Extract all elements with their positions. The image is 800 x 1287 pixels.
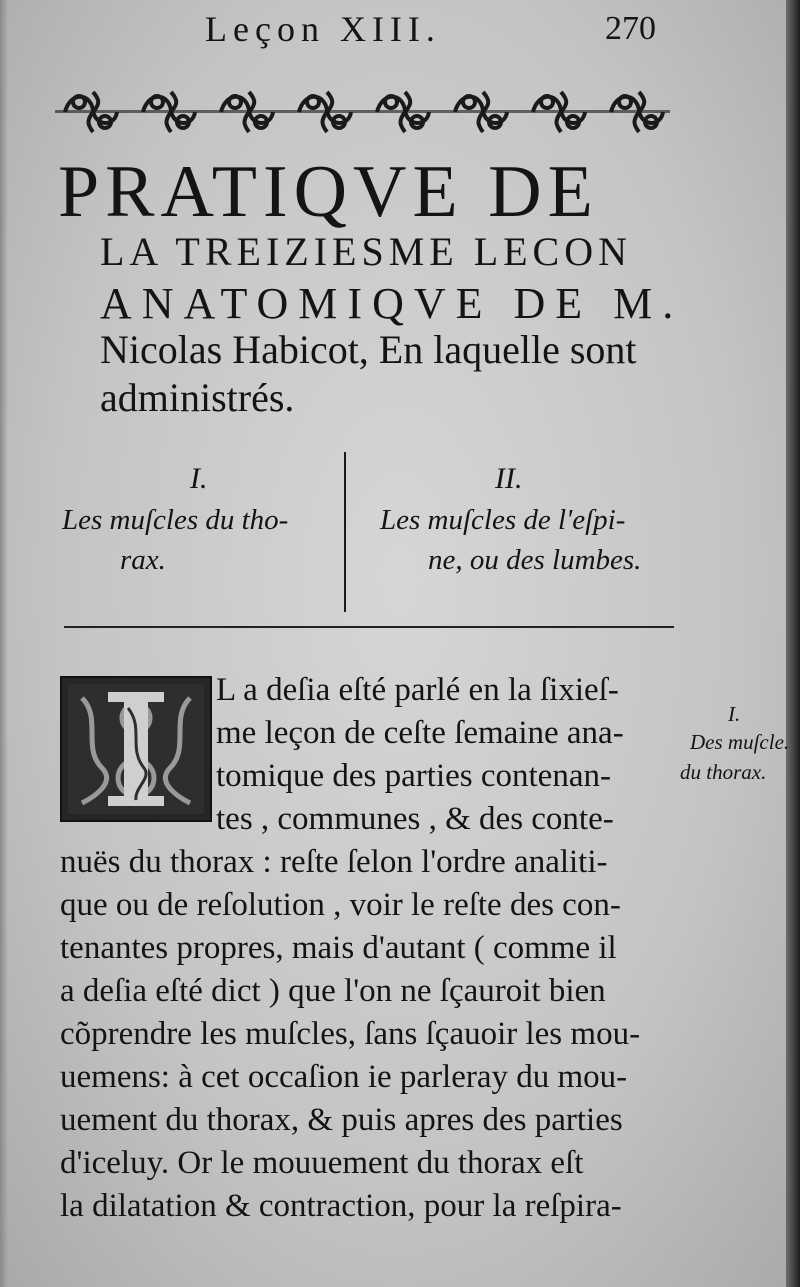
title-line-2: LA TREIZIESME LECON: [100, 229, 633, 274]
body-line: que ou de reſolution , voir le reſte des con-: [60, 887, 621, 923]
body-line: a deſia eſté dict ) que l'on ne ſçauroit bien: [60, 973, 606, 1009]
margin-note-number: I.: [728, 702, 741, 726]
body-line: tomique des parties contenan-: [216, 758, 611, 794]
title-line-1: PRATIQVE DE: [58, 151, 599, 233]
column-1-line-1: Les muſcles du tho-: [62, 504, 289, 536]
section-rule: [64, 626, 674, 628]
body-line: d'iceluy. Or le mouuement du thorax eſt: [60, 1145, 584, 1181]
column-divider: [344, 452, 346, 612]
body-line: uemens: à cet occaſion ie parleray du mou-: [60, 1059, 628, 1095]
page-edge-shadow: [786, 0, 800, 1287]
column-2-line-1: Les muſcles de l'eſpi-: [380, 504, 626, 536]
column-2-number: II.: [495, 462, 523, 495]
margin-note-line-1: Des muſcle.: [690, 730, 790, 754]
column-1-line-2: rax.: [120, 544, 166, 576]
body-line: nuës du thorax : reſte ſelon l'ordre analiti-: [60, 844, 608, 880]
page-number: 270: [605, 10, 656, 47]
column-1-number: I.: [190, 462, 208, 495]
body-line: tes , communes , & des conte-: [216, 801, 614, 837]
margin-note-line-2: du thorax.: [680, 760, 767, 784]
body-line: cõprendre les muſcles, ſans ſçauoir les mou-: [60, 1016, 641, 1052]
body-line: la dilatation & contraction, pour la reſpira-: [60, 1188, 622, 1224]
title-line-4: Nicolas Habicot, En laquelle sont: [100, 327, 637, 372]
body-line: L a deſia eſté parlé en la ſixieſ-: [216, 672, 619, 708]
title-line-5: administrés.: [100, 375, 295, 420]
column-2-line-2: ne, ou des lumbes.: [428, 544, 642, 576]
title-line-3: ANATOMIQVE DE M.: [100, 279, 684, 328]
running-head: Leçon XIII.: [205, 9, 441, 49]
page-gutter-shadow: [0, 0, 8, 1287]
decorated-initial-letter: [60, 676, 212, 822]
fleuron-ornament-band: [55, 82, 670, 142]
body-line: uement du thorax, & puis apres des parties: [60, 1102, 623, 1138]
body-line: me leçon de ceſte ſemaine ana-: [216, 715, 624, 751]
body-line: tenantes propres, mais d'autant ( comme il: [60, 930, 617, 966]
